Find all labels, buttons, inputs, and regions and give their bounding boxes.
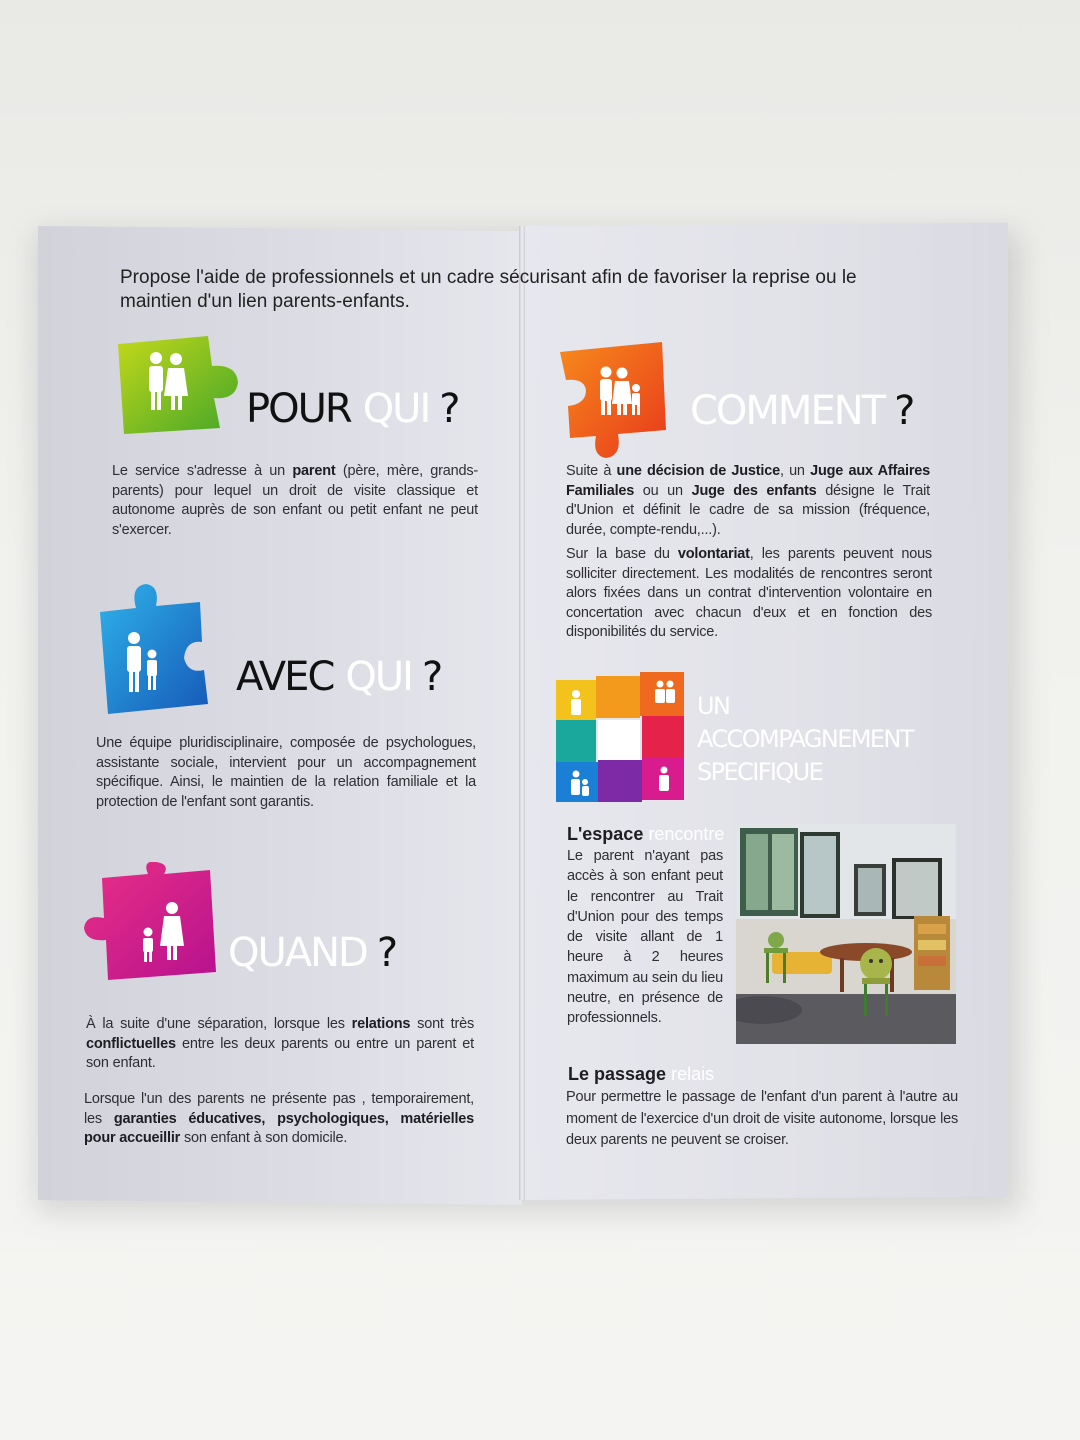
quand-heading [228, 930, 396, 976]
espace-text: Le parent n'ayant pas accès à son enfant peut le rencontrer au Trait d'Union pour des temps de visite allant de 1 heure à 2 heures maximum au sein du lieu neutre, en présence de professionnels. [567, 848, 723, 1027]
question-mark: ? [439, 386, 459, 432]
pour-word: POUR [246, 386, 351, 432]
puzzle-ring-icon [554, 670, 688, 804]
magenta-puzzle-mother-child-icon [80, 862, 220, 984]
comment-text-1: Suite à une décision de Justice, un Juge aux Affaires Familiales ou un Juge des enfants désigne le Trait d'Union et définit le cadre de sa mission (fréquence, durée, compte-rendu,...). [566, 463, 931, 538]
question-mark: ? [894, 388, 914, 434]
passage-title: Le passage relais [568, 1064, 715, 1084]
passage-text: Pour permettre le passage de l'enfant d'un parent à l'autre au moment de l'exercice d'un droit de visite autonome, lorsque les deux parents ne peuvent se croiser. [566, 1089, 958, 1148]
qui-word: QUI [345, 654, 412, 700]
pour-qui-heading [246, 386, 458, 432]
comment-text-2: Sur la base du volontariat, les parents peuvent nous solliciter directement. Les modalités de rencontres seront alors fixées dans un contrat d'intervention volontaire en concertation avec chacun d'eux et en fonction des disponibilités du service. [566, 546, 932, 640]
brochure-fold [519, 226, 525, 1200]
question-mark: ? [376, 930, 397, 976]
qui-word: QUI [362, 386, 430, 432]
green-puzzle-family-icon [112, 330, 244, 438]
accompagnement-heading: UN ACCOMPAGNEMENT SPECIFIQUE [697, 692, 913, 786]
question-mark: ? [421, 654, 442, 700]
blue-puzzle-parent-child-icon [96, 582, 212, 716]
pour-qui-text: Le service s'adresse à un parent (père, mère, grands-parents) pour lequel un droit de visite classique et autonome auprès de son enfant ou petit enfant ne peut s'exercer. [112, 463, 479, 538]
comment-heading [690, 388, 913, 434]
quand-text-2: Lorsque l'un des parents ne présente pas , temporairement, les garanties éducatives, psychologiques, matérielles pour accueillir son enfant à son domicile. [84, 1091, 474, 1146]
espace-title: L'espace rencontre [567, 824, 725, 844]
comment-word: COMMENT [690, 388, 885, 434]
intro-text: Propose l'aide de professionnels et un cadre sécurisant afin de favoriser la reprise ou le maintien d'un lien parents-enfants. [120, 267, 857, 312]
orange-puzzle-family-icon [560, 338, 670, 462]
playroom-photo [736, 824, 956, 1044]
avec-word: AVEC [236, 654, 334, 700]
avec-qui-heading [236, 654, 441, 700]
avec-qui-text: Une équipe pluridisciplinaire, composée de psychologues, assistante sociale, intervient pour un accompagnement spécifique. Ainsi, le maintien de la relation familiale et la protection de l'enfant sont garantis. [96, 735, 476, 810]
quand-word: QUAND [228, 930, 367, 976]
quand-text-1: À la suite d'une séparation, lorsque les relations sont très conflictuelles entre les deux parents ou entre un parent et son enfant. [86, 1016, 474, 1071]
